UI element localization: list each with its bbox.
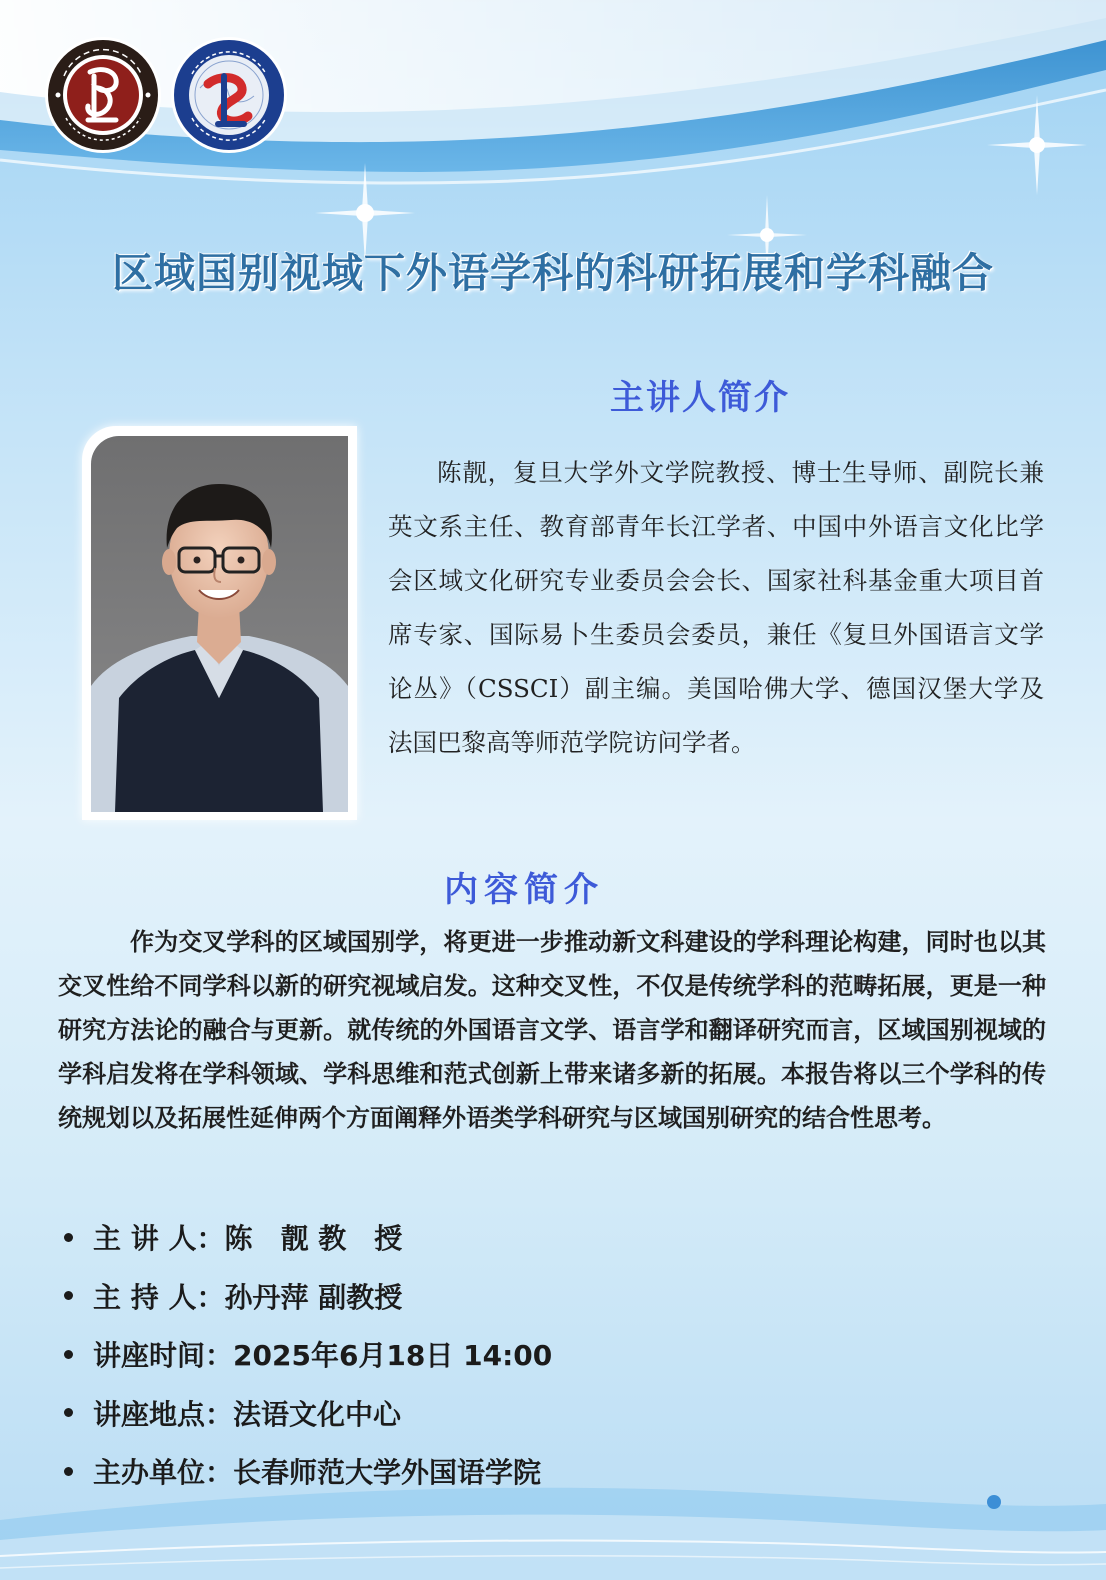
bullet-icon bbox=[64, 1350, 73, 1359]
detail-value: 孙丹萍 副教授 bbox=[224, 1280, 403, 1314]
detail-label: 讲座时间： bbox=[93, 1339, 234, 1373]
content-intro-text: 作为交叉学科的区域国别学，将更进一步推动新文科建设的学科理论构建，同时也以其交叉性给不同学科以新的研究视域启发。这种交叉性，不仅是传统学科的范畴拓展，更是一种研究方法论的融合与更新。就传统的外国语言文学、语言学和翻译研究而言，区域国别视域的学科启发将在学科领域、学科思维和范式创新上带来诸多新的拓展。本报告将以三个学科的传统规划以及拓展性延伸两个方面阐释外语类学科研究与区域国别研究的结合性思考。 bbox=[58, 928, 1046, 1132]
content-intro-heading: 内容简介 bbox=[444, 870, 604, 910]
school-emblem-logo bbox=[170, 36, 288, 154]
university-seal-logo bbox=[44, 36, 162, 154]
speaker-bio: 陈靓，复旦大学外文学院教授、博士生导师、副院长兼英文系主任、教育部青年长江学者、中国中外语言文化比学会区域文化研究专业委员会会长、国家社科基金重大项目首席专家、国际易卜生委员会委员，兼任《复旦外国语言文学论丛》（CSSCI）副主编。美国哈佛大学、德国汉堡大学及法国巴黎高等师范学院访问学者。 bbox=[388, 458, 1044, 757]
bullet-icon bbox=[64, 1233, 73, 1242]
detail-label: 讲座地点： bbox=[93, 1397, 234, 1431]
speaker-intro-heading: 主讲人简介 bbox=[610, 378, 790, 418]
speaker-photo bbox=[91, 436, 348, 812]
detail-label: 主办单位： bbox=[93, 1456, 234, 1490]
top-wave-decoration bbox=[0, 0, 1106, 220]
sparkle-icon bbox=[982, 90, 1092, 200]
detail-value: 法语文化中心 bbox=[233, 1397, 402, 1431]
event-details-list bbox=[64, 1208, 552, 1501]
detail-value: 2025年6月18日 14:00 bbox=[233, 1339, 553, 1373]
detail-location bbox=[64, 1384, 552, 1443]
detail-label: 主 讲 人： bbox=[93, 1222, 225, 1256]
speaker-portrait-image bbox=[91, 436, 348, 812]
detail-host bbox=[64, 1267, 552, 1326]
bullet-icon bbox=[64, 1408, 73, 1417]
detail-value: 长春师范大学外国语学院 bbox=[233, 1456, 542, 1490]
detail-label: 主 持 人： bbox=[93, 1280, 225, 1314]
poster-title: 区域国别视域下外语学科的科研拓展和学科融合 bbox=[112, 249, 994, 297]
detail-speaker bbox=[64, 1208, 552, 1267]
detail-value: 陈 靓 教 授 bbox=[224, 1222, 403, 1256]
detail-time bbox=[64, 1325, 552, 1384]
bottom-wave-decoration bbox=[0, 1460, 1106, 1580]
speaker-photo-frame bbox=[82, 426, 357, 820]
bullet-icon bbox=[64, 1291, 73, 1300]
